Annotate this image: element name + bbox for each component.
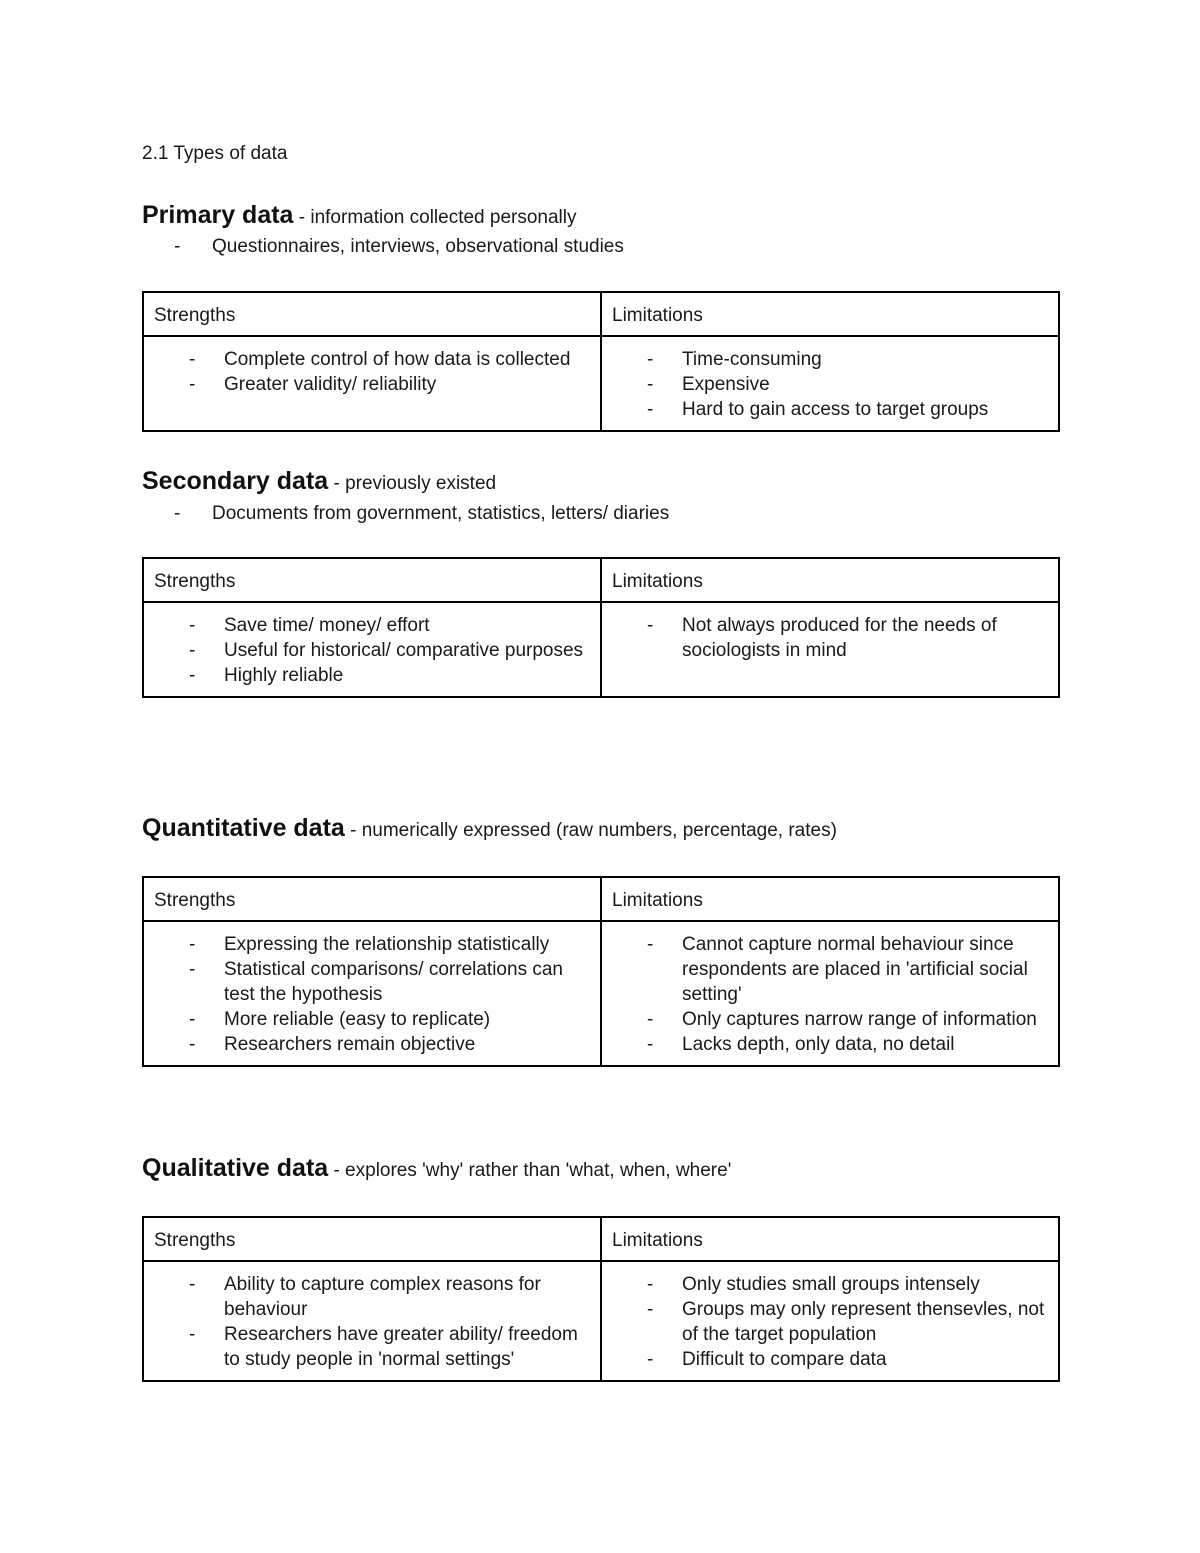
section-description: - information collected personally [293,207,577,228]
list-item: - Save time/ money/ effort [189,615,430,636]
list-item: - Hard to gain access to target groups [647,399,989,420]
list-item: - Time-consuming [647,349,822,370]
list-item: - Lacks depth, only data, no detail [647,1034,955,1055]
section-bullet: - Questionnaires, interviews, observational studies [174,236,624,257]
section-title: Qualitative data [142,1154,329,1182]
document-title: 2.1 Types of data [142,143,288,164]
list-item: - Expensive [647,374,770,395]
list-item: - Researchers remain objective [189,1034,476,1055]
strengths-cell [143,1261,601,1381]
list-item: - Complete control of how data is collected [189,349,571,370]
section-description: - previously existed [328,473,497,494]
section-heading-qualitative [142,1154,731,1183]
list-item: - Only captures narrow range of information [647,1009,1037,1030]
section-bullet: - Documents from government, statistics, letters/ diaries [174,503,670,524]
list-item: - Researchers have greater ability/ freedom to study people in 'normal settings' [189,1324,578,1370]
section-description: - explores 'why' rather than 'what, when, where' [328,1160,732,1181]
strengths-cell [143,336,601,431]
limitations-header: Limitations [601,558,1059,602]
list-item: - Statistical comparisons/ correlations can test the hypothesis [189,959,563,1005]
list-item: - Ability to capture complex reasons for behaviour [189,1274,541,1320]
list-item: - Greater validity/ reliability [189,374,437,395]
list-item: - Useful for historical/ comparative purposes [189,640,584,661]
list-item: - Difficult to compare data [647,1349,887,1370]
limitations-header: Limitations [601,1217,1059,1261]
section-heading-quantitative [142,814,837,843]
section-heading-secondary [142,467,496,496]
section-title: Secondary data [142,467,329,495]
list-item: - Expressing the relationship statistically [189,934,550,955]
limitations-cell [601,602,1059,697]
strengths-header: Strengths [143,292,601,336]
strengths-cell [143,602,601,697]
list-item: - More reliable (easy to replicate) [189,1009,491,1030]
limitations-cell [601,336,1059,431]
section-title: Quantitative data [142,814,345,842]
quantitative-data-table [142,876,1060,1067]
strengths-cell [143,921,601,1066]
strengths-header: Strengths [143,877,601,921]
limitations-header: Limitations [601,292,1059,336]
limitations-cell [601,1261,1059,1381]
qualitative-data-table [142,1216,1060,1382]
primary-data-table [142,291,1060,432]
strengths-header: Strengths [143,1217,601,1261]
section-heading-primary [142,201,577,230]
limitations-cell [601,921,1059,1066]
strengths-header: Strengths [143,558,601,602]
section-title: Primary data [142,201,294,229]
list-item: - Highly reliable [189,665,344,686]
list-item: - Groups may only represent thensevles, not of the target population [647,1299,1045,1345]
section-description: - numerically expressed (raw numbers, percentage, rates) [344,820,837,841]
list-item: - Cannot capture normal behaviour since respondents are placed in 'artificial social setting' [647,934,1028,1005]
list-item: - Only studies small groups intensely [647,1274,980,1295]
limitations-header: Limitations [601,877,1059,921]
list-item: - Not always produced for the needs of sociologists in mind [647,615,997,661]
secondary-data-table [142,557,1060,698]
